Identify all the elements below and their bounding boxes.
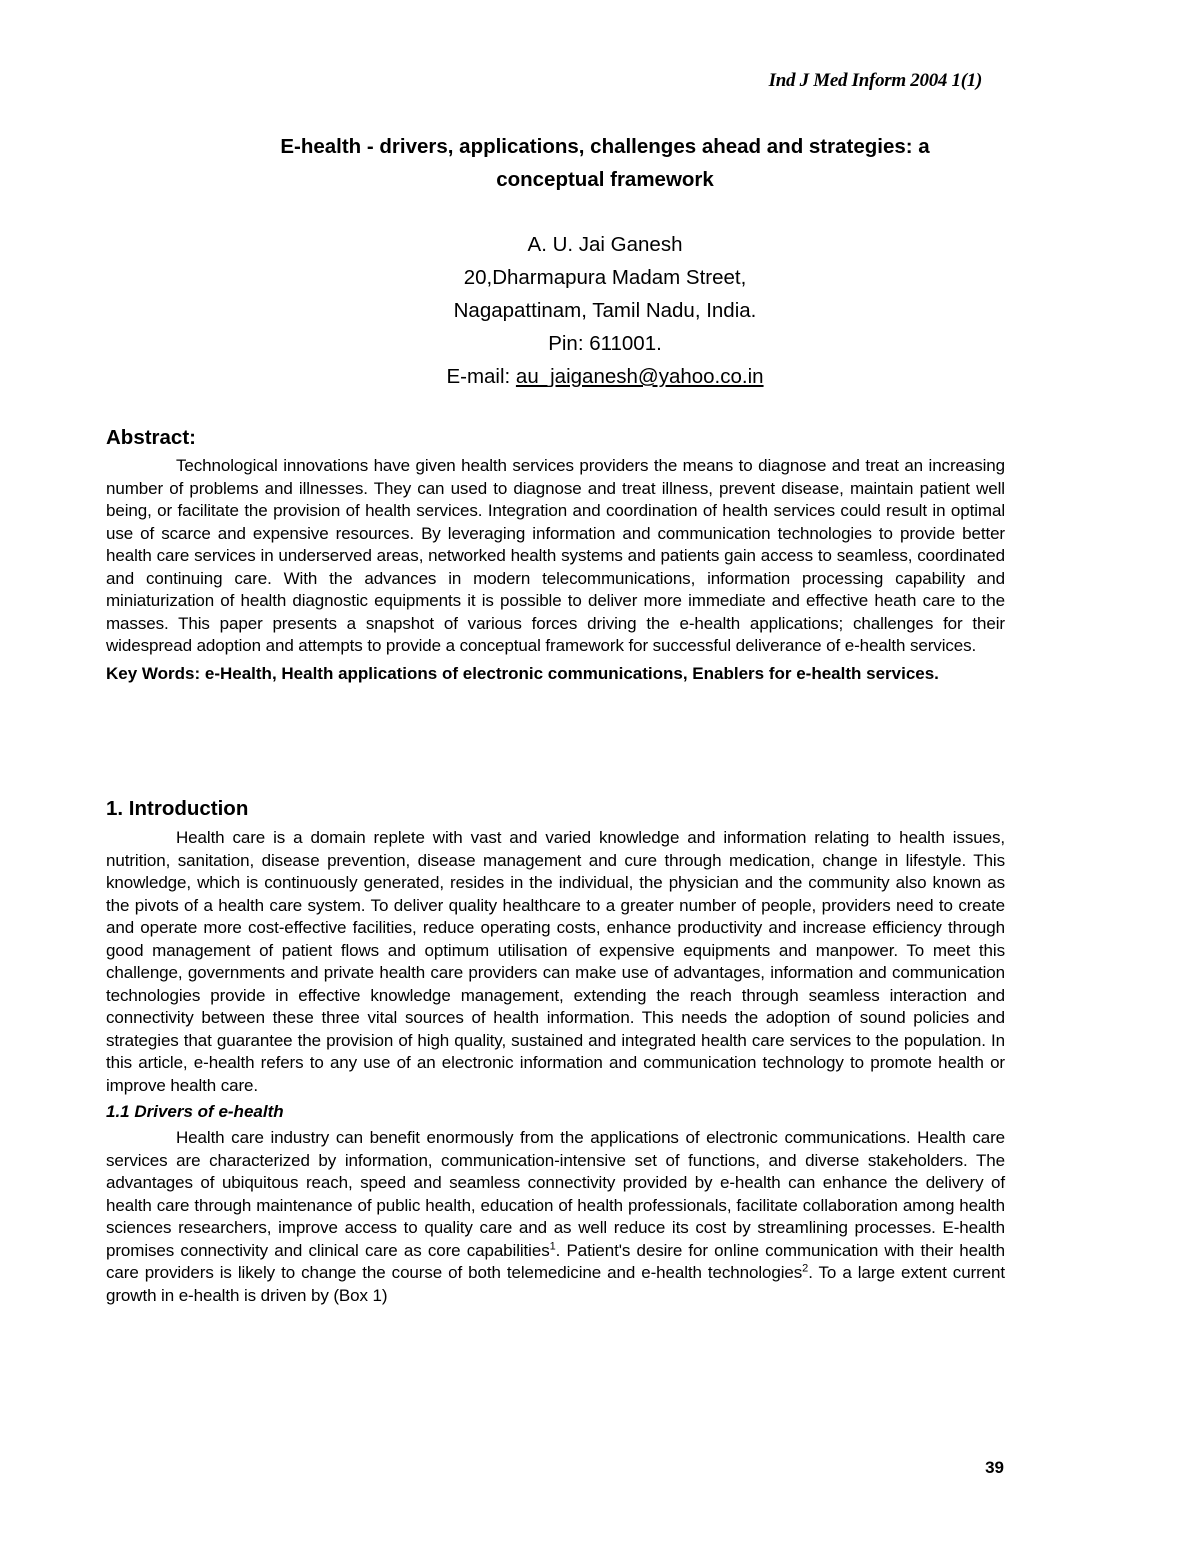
author-email-line	[180, 360, 1030, 393]
title-line-1: E-health - drivers, applications, challenges ahead and strategies: a	[280, 135, 930, 158]
title-line-2: conceptual framework	[496, 168, 714, 191]
introduction-section	[106, 797, 1005, 1307]
drivers-text-part-1: Health care industry can benefit enormously from the applications of electronic communications. Health care services are characterized by information, communication-intensive set of functions, and diverse stakeholders. The advantages of ubiquitous reach, speed and seamless connectivity provided by e-health can enhance the delivery of health care through maintenance of public health, education of health professionals, facilitate collaboration among health sciences researchers, improve access to quality care and as well reduce its cost by streamlining processes. E-health promises connectivity and clinical care as core capabilities	[106, 1128, 1005, 1260]
abstract-text: Technological innovations have given health services providers the means to diagnose and treat an increasing number of problems and illnesses. They can used to diagnose and treat illness, prevent disease, maintain patient well being, or facilitate the provision of health services. Integration and coordination of health services could result in optimal use of scarce and expensive resources. By leveraging information and communication technologies to provide better health care services in underserved areas, networked health systems and patients gain access to seamless, coordinated and continuing care. With the advances in modern telecommunications, information processing capability and miniaturization of health diagnostic equipments it is possible to deliver more immediate and effective heath care to the masses. This paper presents a snapshot of various forces driving the e-health applications; challenges for their widespread adoption and attempts to provide a conceptual framework for successful deliverance of e-health services.	[106, 456, 1005, 655]
author-name: A. U. Jai Ganesh	[527, 233, 683, 256]
keywords: Key Words: e-Health, Health applications of electronic communications, Enablers for e-health services.	[106, 663, 939, 683]
email-link[interactable]: au_jaiganesh@yahoo.co.in	[515, 365, 764, 388]
author-pin: Pin: 611001.	[548, 332, 662, 355]
introduction-heading: 1. Introduction	[106, 797, 249, 820]
email-label: E-mail:	[446, 365, 516, 388]
author-city: Nagapattinam, Tamil Nadu, India.	[453, 299, 757, 322]
paper-title	[140, 130, 1070, 196]
author-block	[180, 228, 1030, 393]
abstract-heading: Abstract:	[106, 426, 196, 449]
introduction-text: Health care is a domain replete with vast and varied knowledge and information relating to health issues, nutrition, sanitation, disease prevention, disease management and cure through medication, change in lifestyle. This knowledge, which is continuously generated, resides in the individual, the physician and the community also known as the pivots of a health care system. To deliver quality healthcare to a greater number of people, providers need to create and operate more cost-effective facilities, reduce operating costs, enhance productivity and increase efficiency through good management of patient flows and optimum utilisation of expensive equipments and manpower. To meet this challenge, governments and private health care providers can make use of advantages, information and communication technologies provide in effective knowledge management, extending the reach through seamless interaction and connectivity between these three vital sources of health information. This needs the adoption of sound policies and strategies that guarantee the provision of high quality, sustained and integrated health care services to the population. In this article, e-health refers to any use of an electronic information and communication technology to promote health or improve health care.	[106, 828, 1005, 1095]
drivers-text-part-3: . To a large extent current growth in e-health is driven by (Box 1)	[106, 1263, 1005, 1305]
journal-reference: Ind J Med Inform 2004 1(1)	[768, 70, 982, 91]
abstract-section	[106, 426, 1005, 685]
page-number: 39	[985, 1458, 1004, 1477]
drivers-heading: 1.1 Drivers of e-health	[106, 1102, 284, 1121]
drivers-text	[106, 1127, 1005, 1307]
reference-2[interactable]: 2	[802, 1262, 809, 1275]
author-street: 20,Dharmapura Madam Street,	[463, 266, 747, 289]
drivers-text-part-2: . Patient's desire for online communication with their health care providers is likely to change the course of both telemedicine and e-health technologies	[106, 1240, 1005, 1282]
reference-1[interactable]: 1	[549, 1239, 556, 1252]
